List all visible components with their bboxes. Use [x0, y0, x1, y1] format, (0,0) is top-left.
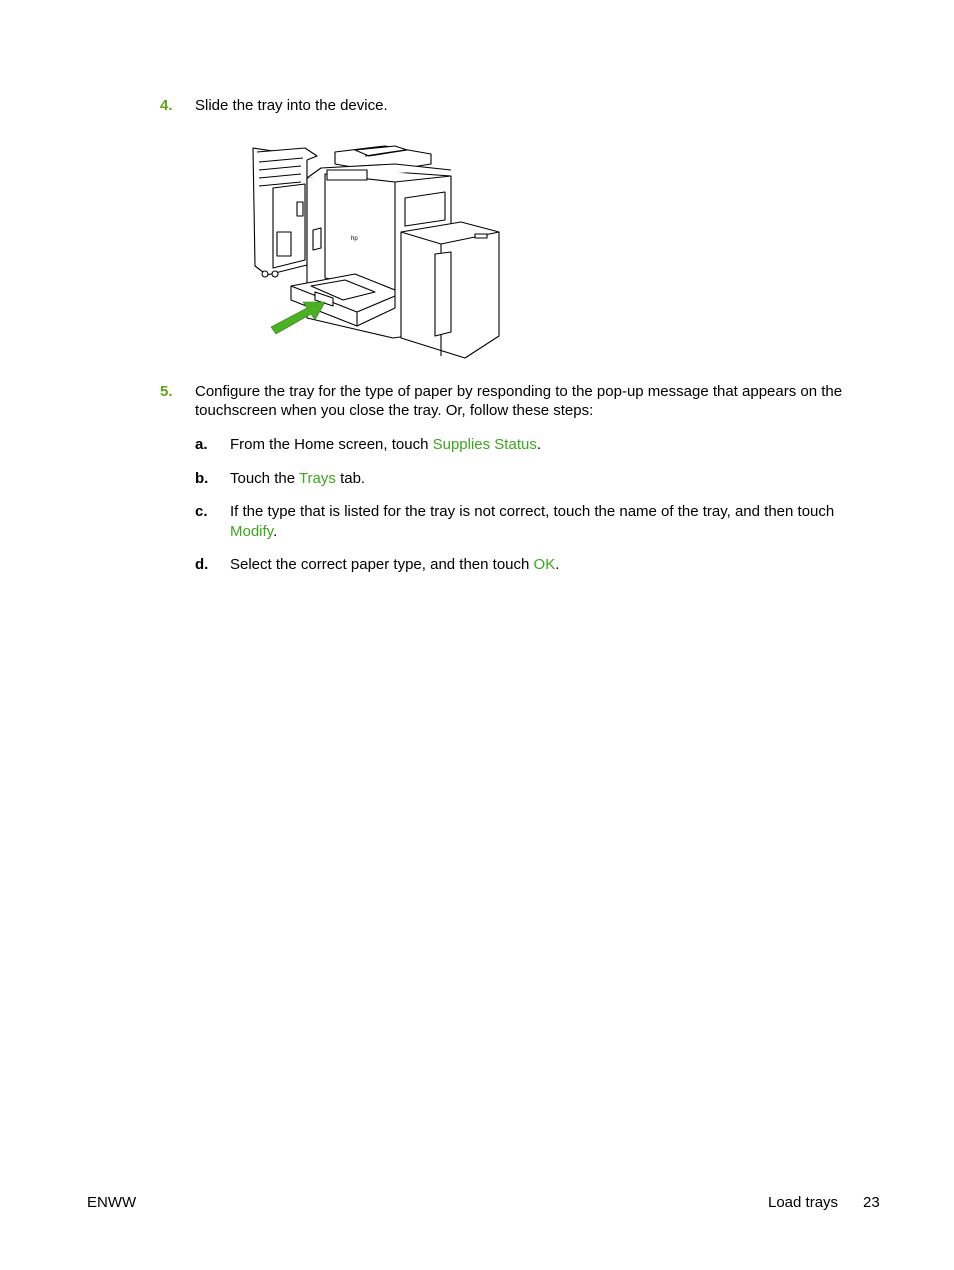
substep-text-after: tab. — [335, 470, 366, 487]
step-text-line-1: Configure the tray for the type of paper by responding to the pop-up message that appears on the — [195, 383, 843, 400]
substep-label: a. — [195, 436, 208, 453]
substep-text — [230, 435, 541, 454]
printer-tray-illustration — [245, 140, 505, 365]
substep-text-line-1: If the type that is listed for the tray is not correct, touch the name of the tray, and then touch — [230, 503, 835, 520]
footer-left: ENWW — [87, 1194, 137, 1211]
modify-link[interactable]: Modify — [230, 523, 274, 540]
footer-page-number: 23 — [863, 1194, 880, 1211]
substep-text-before: Select the correct paper type, and then touch — [230, 556, 534, 573]
substep-text-line-2 — [230, 522, 277, 541]
substep-label: d. — [195, 556, 209, 573]
substep-text-after: . — [273, 523, 278, 540]
substep-text-after: . — [555, 556, 560, 573]
substep-text-before: Touch the — [230, 470, 299, 487]
substep-label: c. — [195, 503, 208, 520]
ok-link[interactable]: OK — [533, 556, 556, 573]
footer-section: Load trays — [768, 1194, 839, 1211]
step-number: 4. — [160, 97, 173, 114]
substep-label: b. — [195, 470, 209, 487]
substep-text-after: . — [536, 436, 541, 453]
step-text: Slide the tray into the device. — [195, 97, 388, 114]
supplies-status-link[interactable]: Supplies Status — [432, 436, 537, 453]
substep-text-before: From the Home screen, touch — [230, 436, 433, 453]
step-text-line-2: touchscreen when you close the tray. Or, follow these steps: — [195, 402, 594, 419]
substep-text — [230, 555, 559, 574]
hci-unit — [401, 222, 499, 358]
svg-text:hp: hp — [351, 236, 358, 242]
substep-text — [230, 469, 365, 488]
step-number: 5. — [160, 383, 173, 400]
trays-link[interactable]: Trays — [298, 470, 336, 487]
